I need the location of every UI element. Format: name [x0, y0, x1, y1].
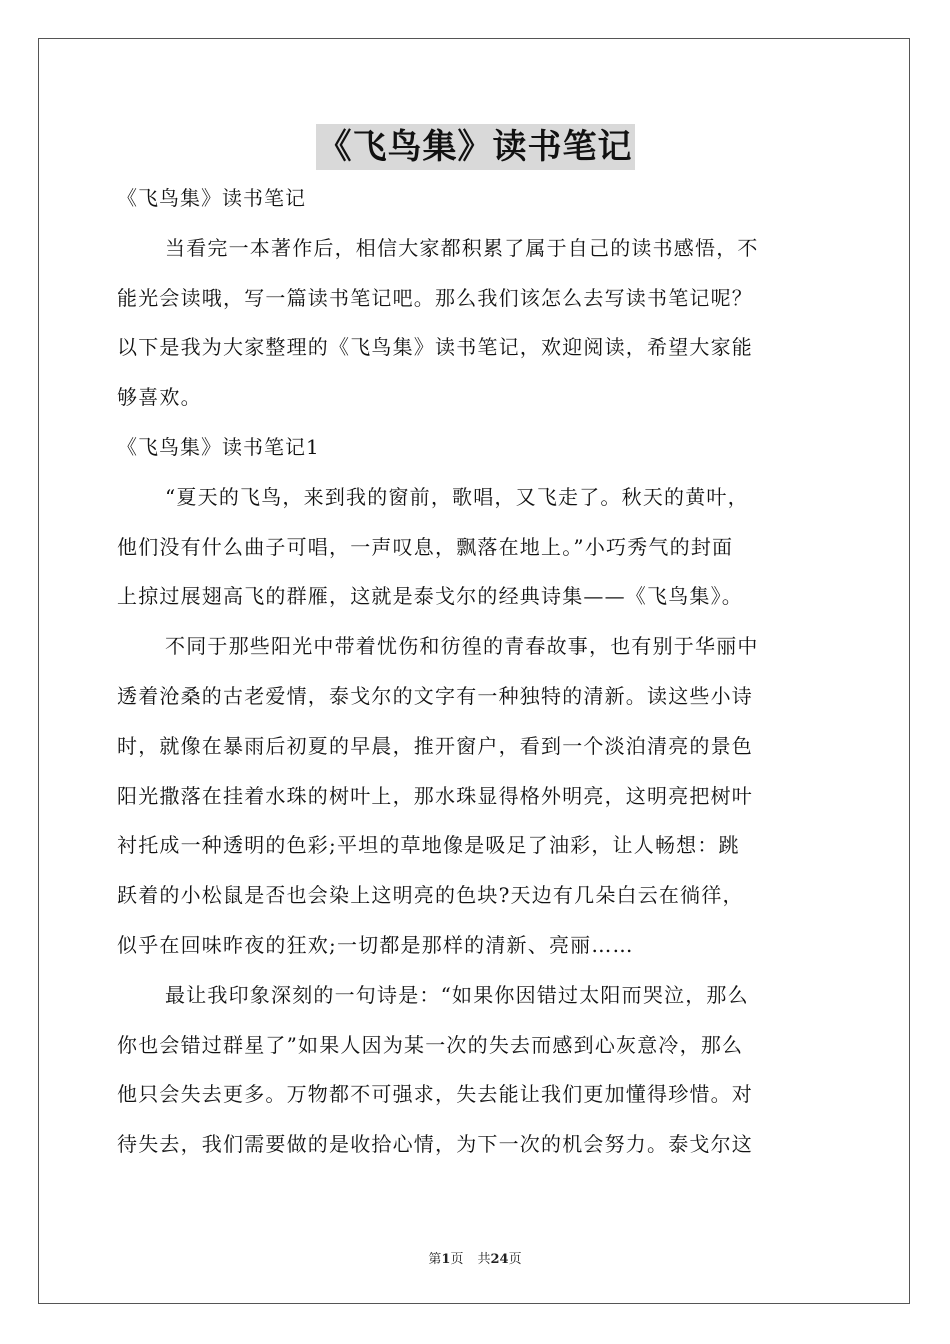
page-footer: [0, 1248, 950, 1267]
text-line: 当看完一本著作后，相信大家都积累了属于自己的读书感悟，不: [165, 235, 759, 260]
document-body: [117, 180, 834, 1176]
text-line: 不同于那些阳光中带着忧伤和彷徨的青春故事，也有别于华丽中: [165, 634, 759, 659]
text-line: 够喜欢。: [117, 385, 202, 410]
text-line: 《飞鸟集》读书笔记: [117, 186, 306, 210]
text-line: 衬托成一种透明的色彩;平坦的草地像是吸足了油彩，让人畅想：跳: [117, 833, 740, 858]
section-heading: [117, 429, 834, 479]
text-line: 他只会失去更多。万物都不可强求，失去能让我们更加懂得珍惜。对: [117, 1082, 753, 1107]
text-line: 透着沧桑的古老爱情，泰戈尔的文字有一种独特的清新。读这些小诗: [117, 683, 753, 708]
paragraph: [117, 230, 834, 429]
document-title: 《飞鸟集》读书笔记: [316, 124, 635, 170]
paragraph: [117, 479, 834, 628]
section-heading: [117, 180, 834, 230]
footer-total-suffix: 页: [508, 1252, 522, 1267]
text-line: 能光会读哦，写一篇读书笔记吧。那么我们该怎么去写读书笔记呢？: [117, 285, 753, 310]
title-wrap: [0, 124, 950, 170]
text-line: 《飞鸟集》读书笔记1: [117, 434, 320, 459]
footer-page-number: 1: [441, 1252, 451, 1267]
text-line: 似乎在回味昨夜的狂欢;一切都是那样的清新、亮丽……: [117, 932, 634, 957]
text-line: 待失去，我们需要做的是收拾心情，为下一次的机会努力。泰戈尔这: [117, 1132, 753, 1157]
paragraph: [117, 628, 834, 977]
footer-total-pages: 24: [490, 1252, 509, 1267]
text-line: 以下是我为大家整理的《飞鸟集》读书笔记，欢迎阅读，希望大家能: [117, 335, 753, 360]
text-line: 最让我印象深刻的一句诗是：“如果你因错过太阳而哭泣，那么: [165, 982, 749, 1007]
footer-page-mid: 页: [450, 1252, 464, 1267]
footer-page-prefix: 第: [428, 1252, 442, 1267]
text-line: 跃着的小松鼠是否也会染上这明亮的色块?天边有几朵白云在徜徉，: [117, 883, 744, 908]
footer-total-prefix: 共: [477, 1252, 491, 1267]
text-line: 阳光撒落在挂着水珠的树叶上，那水珠显得格外明亮，这明亮把树叶: [117, 783, 753, 808]
text-line: 他们没有什么曲子可唱，一声叹息，飘落在地上。”小巧秀气的封面: [117, 534, 734, 559]
text-line: 上掠过展翅高飞的群雁，这就是泰戈尔的经典诗集——《飞鸟集》。: [117, 584, 743, 609]
paragraph: [117, 977, 834, 1176]
text-line: “夏天的飞鸟，来到我的窗前，歌唱，又飞走了。秋天的黄叶，: [165, 484, 749, 509]
text-line: 时，就像在暴雨后初夏的早晨，推开窗户，看到一个淡泊清亮的景色: [117, 733, 753, 758]
text-line: 你也会错过群星了”如果人因为某一次的失去而感到心灰意冷，那么: [117, 1032, 744, 1057]
